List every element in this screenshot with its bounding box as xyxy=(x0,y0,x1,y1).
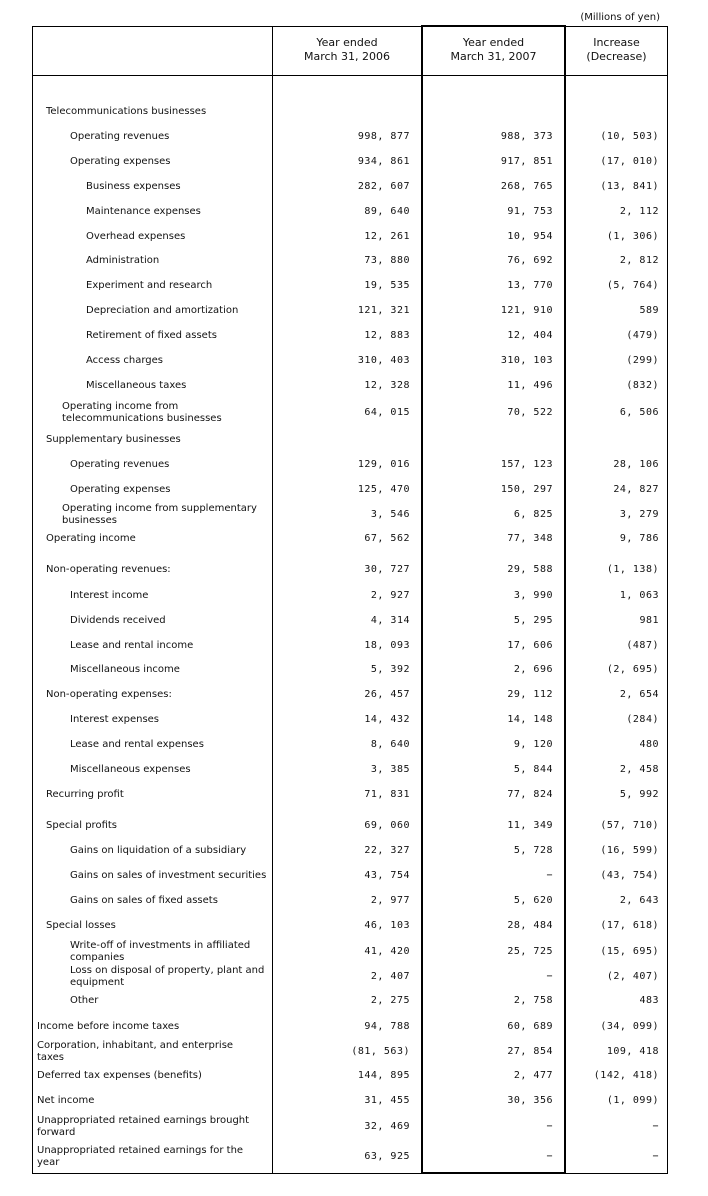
row-label: Supplementary businesses xyxy=(46,434,181,445)
value-change: (1, 099) xyxy=(606,1095,659,1106)
row-label: Dividends received xyxy=(70,615,166,626)
value-change: 24, 827 xyxy=(613,484,659,495)
value-2007: 9, 120 xyxy=(513,739,553,750)
value-change: (13, 841) xyxy=(600,181,659,192)
value-2007: 2, 696 xyxy=(513,664,553,675)
row-label: Business expenses xyxy=(86,181,181,192)
value-2006: 5, 392 xyxy=(370,664,410,675)
value-2006: 3, 385 xyxy=(370,764,410,775)
row-label: Operating income from supplementary businesses xyxy=(62,503,257,526)
value-2006: 69, 060 xyxy=(364,820,410,831)
value-2006: 43, 754 xyxy=(364,870,410,881)
row-label: Net income xyxy=(37,1095,95,1106)
value-2007: 310, 103 xyxy=(500,355,553,366)
row-label: Income before income taxes xyxy=(37,1021,180,1032)
table-row xyxy=(32,1064,668,1088)
table-row xyxy=(32,374,668,398)
value-2006: 2, 927 xyxy=(370,590,410,601)
row-label: Interest income xyxy=(70,590,149,601)
value-2007: 25, 725 xyxy=(507,946,553,957)
table-row xyxy=(32,1040,668,1064)
value-2006: 129, 016 xyxy=(357,459,410,470)
value-2006: 14, 432 xyxy=(364,714,410,725)
value-2006 xyxy=(272,100,410,124)
row-label: Recurring profit xyxy=(46,789,124,800)
value-2007: 268, 765 xyxy=(500,181,553,192)
table-row xyxy=(32,989,668,1013)
table-row xyxy=(32,864,668,888)
value-2006: 934, 861 xyxy=(357,156,410,167)
row-label: Gains on liquidation of a subsidiary xyxy=(70,845,247,856)
row-label: Telecommunications businesses xyxy=(46,106,207,117)
value-2006 xyxy=(272,428,410,452)
value-2006: 46, 103 xyxy=(364,920,410,931)
value-change: 2, 458 xyxy=(619,764,659,775)
table-row xyxy=(32,175,668,199)
row-label: Overhead expenses xyxy=(86,231,186,242)
value-2007: 121, 910 xyxy=(500,305,553,316)
row-label: Operating income from telecommunications businesses xyxy=(62,401,222,424)
value-2006: 2, 275 xyxy=(370,995,410,1006)
value-change: 2, 643 xyxy=(619,895,659,906)
value-2007: 29, 588 xyxy=(507,564,553,575)
value-2006: 18, 093 xyxy=(364,640,410,651)
value-2007: − xyxy=(546,1151,553,1162)
table-row xyxy=(32,609,668,633)
value-2007: 988, 373 xyxy=(500,131,553,142)
value-2006: 12, 328 xyxy=(364,380,410,391)
row-label: Corporation, inhabitant, and enterprise taxes xyxy=(37,1040,234,1063)
value-change: 5, 992 xyxy=(619,789,659,800)
value-2006: 19, 535 xyxy=(364,280,410,291)
value-2007 xyxy=(421,100,553,124)
value-2006: 4, 314 xyxy=(370,615,410,626)
value-2007: 2, 758 xyxy=(513,995,553,1006)
table-row xyxy=(32,200,668,224)
row-label: Miscellaneous taxes xyxy=(86,380,187,391)
value-2006: 71, 831 xyxy=(364,789,410,800)
table-row xyxy=(32,324,668,348)
value-change: 2, 654 xyxy=(619,689,659,700)
table-row xyxy=(32,634,668,658)
table-row xyxy=(32,150,668,174)
value-2006: 282, 607 xyxy=(357,181,410,192)
value-2006: 73, 880 xyxy=(364,255,410,266)
value-change: (17, 618) xyxy=(600,920,659,931)
value-2007: 917, 851 xyxy=(500,156,553,167)
value-2006: 32, 469 xyxy=(364,1121,410,1132)
value-2007: 3, 990 xyxy=(513,590,553,601)
table-row xyxy=(32,733,668,757)
value-2006: 94, 788 xyxy=(364,1021,410,1032)
value-change: 483 xyxy=(639,995,659,1006)
table-row xyxy=(32,783,668,807)
unit-note: (Millions of yen) xyxy=(580,12,660,23)
value-change: (15, 695) xyxy=(600,946,659,957)
table-row xyxy=(32,527,668,551)
row-label: Operating revenues xyxy=(70,131,170,142)
row-label: Operating expenses xyxy=(70,484,171,495)
value-2007: 5, 844 xyxy=(513,764,553,775)
value-2007: 5, 295 xyxy=(513,615,553,626)
row-label: Special profits xyxy=(46,820,117,831)
value-2007: 12, 404 xyxy=(507,330,553,341)
table-row xyxy=(32,478,668,502)
row-label: Miscellaneous income xyxy=(70,664,180,675)
value-change: (34, 099) xyxy=(600,1021,659,1032)
value-2006: 63, 925 xyxy=(364,1151,410,1162)
value-change: (487) xyxy=(626,640,659,651)
value-2007: 29, 112 xyxy=(507,689,553,700)
value-2006: 22, 327 xyxy=(364,845,410,856)
row-label: Maintenance expenses xyxy=(86,206,201,217)
row-label: Deferred tax expenses (benefits) xyxy=(37,1070,202,1081)
header-increase xyxy=(565,36,668,64)
row-label: Operating expenses xyxy=(70,156,171,167)
table-row xyxy=(32,503,668,527)
header-increase-line2: (Decrease) xyxy=(586,50,647,63)
value-2007: 14, 148 xyxy=(507,714,553,725)
row-label: Operating income xyxy=(46,533,136,544)
table-row xyxy=(32,225,668,249)
table-row xyxy=(32,889,668,913)
value-change: 109, 418 xyxy=(606,1046,659,1057)
table-row xyxy=(32,839,668,863)
table-row xyxy=(32,584,668,608)
value-change: (10, 503) xyxy=(600,131,659,142)
header-year-2007 xyxy=(421,36,566,64)
header-year-2007-line2: March 31, 2007 xyxy=(450,50,537,63)
value-change: (284) xyxy=(626,714,659,725)
value-2007: 11, 496 xyxy=(507,380,553,391)
row-label: Depreciation and amortization xyxy=(86,305,239,316)
value-change: 3, 279 xyxy=(619,509,659,520)
row-label: Non-operating revenues: xyxy=(46,564,171,575)
value-change: 2, 812 xyxy=(619,255,659,266)
value-2007: 70, 522 xyxy=(507,407,553,418)
row-label: Miscellaneous expenses xyxy=(70,764,191,775)
value-change: (2, 695) xyxy=(606,664,659,675)
header-increase-line1: Increase xyxy=(593,36,640,49)
value-change: (57, 710) xyxy=(600,820,659,831)
value-2006: 41, 420 xyxy=(364,946,410,957)
value-change: 480 xyxy=(639,739,659,750)
value-2007: 6, 825 xyxy=(513,509,553,520)
table-row xyxy=(32,401,668,425)
row-label: Loss on disposal of property, plant and equipment xyxy=(70,965,265,988)
value-2007: 30, 356 xyxy=(507,1095,553,1106)
value-2006: 125, 470 xyxy=(357,484,410,495)
value-2007: 11, 349 xyxy=(507,820,553,831)
value-2007: 17, 606 xyxy=(507,640,553,651)
value-2006: 2, 407 xyxy=(370,971,410,982)
value-change: − xyxy=(652,1121,659,1132)
value-2006: 144, 895 xyxy=(357,1070,410,1081)
header-year-2007-line1: Year ended xyxy=(462,36,525,49)
value-change xyxy=(567,428,659,452)
value-change: 9, 786 xyxy=(619,533,659,544)
value-2006: (81, 563) xyxy=(351,1046,410,1057)
value-2006: 121, 321 xyxy=(357,305,410,316)
value-2007: 2, 477 xyxy=(513,1070,553,1081)
table-row xyxy=(32,658,668,682)
value-2007: 157, 123 xyxy=(500,459,553,470)
header-divider xyxy=(32,75,668,76)
value-2007: − xyxy=(546,1121,553,1132)
table-row xyxy=(32,1115,668,1139)
table-row xyxy=(32,1089,668,1113)
row-label: Experiment and research xyxy=(86,280,213,291)
value-change: (43, 754) xyxy=(600,870,659,881)
table-row xyxy=(32,914,668,938)
value-2006: 2, 977 xyxy=(370,895,410,906)
header-year-2006-line1: Year ended xyxy=(316,36,378,49)
table-row xyxy=(32,708,668,732)
table-row xyxy=(32,940,668,964)
value-2006: 30, 727 xyxy=(364,564,410,575)
table-row xyxy=(32,125,668,149)
value-2007: − xyxy=(546,971,553,982)
value-2006: 3, 546 xyxy=(370,509,410,520)
row-label: Access charges xyxy=(86,355,164,366)
row-label: Lease and rental income xyxy=(70,640,194,651)
table-row xyxy=(32,453,668,477)
row-label: Other xyxy=(70,995,99,1006)
row-label: Gains on sales of investment securities xyxy=(70,870,267,881)
value-change: 28, 106 xyxy=(613,459,659,470)
table-row xyxy=(32,558,668,582)
value-change: (5, 764) xyxy=(606,280,659,291)
value-2006: 998, 877 xyxy=(357,131,410,142)
row-label: Non-operating expenses: xyxy=(46,689,172,700)
value-change: (832) xyxy=(626,380,659,391)
table-row xyxy=(32,349,668,373)
value-2006: 12, 261 xyxy=(364,231,410,242)
row-label: Unappropriated retained earnings for the year xyxy=(37,1145,244,1168)
value-2007: 77, 348 xyxy=(507,533,553,544)
value-2007: 13, 770 xyxy=(507,280,553,291)
value-2006: 89, 640 xyxy=(364,206,410,217)
value-2006: 310, 403 xyxy=(357,355,410,366)
table-row xyxy=(32,299,668,323)
value-2007: 91, 753 xyxy=(507,206,553,217)
table-row xyxy=(32,249,668,273)
row-label: Retirement of fixed assets xyxy=(86,330,217,341)
value-2006: 64, 015 xyxy=(364,407,410,418)
value-change: 2, 112 xyxy=(619,206,659,217)
value-2007: 150, 297 xyxy=(500,484,553,495)
value-change: 589 xyxy=(639,305,659,316)
header-year-2006 xyxy=(272,36,422,64)
value-2007: 28, 484 xyxy=(507,920,553,931)
row-label: Administration xyxy=(86,255,160,266)
table-row xyxy=(32,814,668,838)
value-2006: 26, 457 xyxy=(364,689,410,700)
value-2006: 8, 640 xyxy=(370,739,410,750)
table-row xyxy=(32,100,668,124)
row-label: Unappropriated retained earnings brought forward xyxy=(37,1115,250,1138)
header-year-2006-line2: March 31, 2006 xyxy=(303,50,390,63)
value-2007: 60, 689 xyxy=(507,1021,553,1032)
value-2007: 10, 954 xyxy=(507,231,553,242)
row-label: Write-off of investments in affiliated companies xyxy=(70,940,251,963)
value-change: 981 xyxy=(639,615,659,626)
row-label: Lease and rental expenses xyxy=(70,739,204,750)
table-row xyxy=(32,683,668,707)
table-row xyxy=(32,428,668,452)
row-label: Special losses xyxy=(46,920,116,931)
row-label: Gains on sales of fixed assets xyxy=(70,895,218,906)
value-2006: 31, 455 xyxy=(364,1095,410,1106)
table-row xyxy=(32,1015,668,1039)
value-2007: 76, 692 xyxy=(507,255,553,266)
value-2007: 5, 728 xyxy=(513,845,553,856)
value-change: (1, 306) xyxy=(606,231,659,242)
row-label: Interest expenses xyxy=(70,714,160,725)
row-label: Operating revenues xyxy=(70,459,170,470)
value-2007: − xyxy=(546,870,553,881)
table-row xyxy=(32,758,668,782)
value-2007 xyxy=(421,428,553,452)
value-change: (299) xyxy=(626,355,659,366)
value-2007: 77, 824 xyxy=(507,789,553,800)
value-change: (479) xyxy=(626,330,659,341)
value-2006: 67, 562 xyxy=(364,533,410,544)
table-row xyxy=(32,1145,668,1169)
value-change: (142, 418) xyxy=(593,1070,659,1081)
value-change: 6, 506 xyxy=(619,407,659,418)
value-change: 1, 063 xyxy=(619,590,659,601)
table-row xyxy=(32,965,668,989)
table-row xyxy=(32,274,668,298)
value-change: (17, 010) xyxy=(600,156,659,167)
value-change: (16, 599) xyxy=(600,845,659,856)
value-change xyxy=(567,100,659,124)
value-change: − xyxy=(652,1151,659,1162)
value-change: (1, 138) xyxy=(606,564,659,575)
value-change: (2, 407) xyxy=(606,971,659,982)
value-2007: 27, 854 xyxy=(507,1046,553,1057)
value-2006: 12, 883 xyxy=(364,330,410,341)
value-2007: 5, 620 xyxy=(513,895,553,906)
